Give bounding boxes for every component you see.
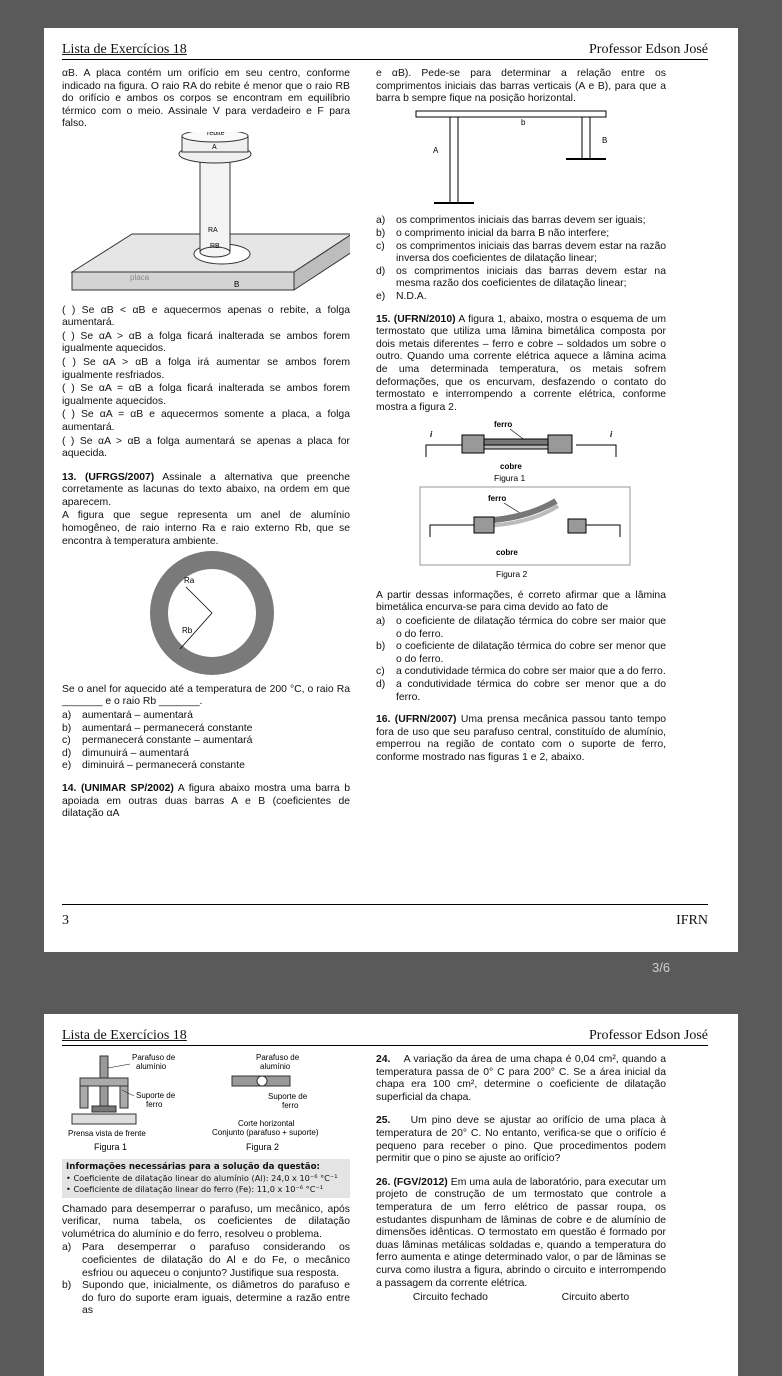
q15: [376, 314, 666, 415]
press-base: [72, 1114, 136, 1124]
fig2-frame: [420, 487, 630, 565]
press-suporte-label: Suporte de: [136, 1091, 176, 1100]
press-ferro-label: ferro: [146, 1100, 163, 1109]
fig1-contact-left: [462, 435, 484, 453]
q13-option-e: e) diminuirá – permanecerá constante: [62, 760, 245, 772]
q16-part-b: b) Supondo que, inicialmente, os diâmetros do parafuso e do furo do suporte eram iguais, determine a razão entre as: [62, 1280, 350, 1317]
q14-option-b: b) o comprimento inicial da barra B não interfere;: [376, 227, 610, 239]
fig1-caption: Figura 1: [494, 473, 526, 484]
statement-4: ( ) Se αA = αB a folga ficará inalterada se ambos forem igualmente aquecidos.: [62, 383, 350, 407]
left-column-2: [62, 1054, 350, 1318]
cut-screw: [257, 1076, 267, 1086]
press-top-support: [80, 1078, 128, 1086]
q13-option-c: c) permanecerá constante – aumentará: [62, 735, 253, 747]
q26-text: Em uma aula de laboratório, para executar um projeto de construção de um termostato que controle a temperatura de um ferro elétrico de passar roupa, os estudantes dispunham de lâminas de cobre e de alumínio de dimensões idênticas. O termostato em questão é formado por duas lâminas metálicas soldadas e, quando a temperatura do ferro aumenta e atinge determinado valor, o par de lâminas se curva como ilustra a figura, abrindo o circuito e interrompendo a passagem da corrente elétrica.: [376, 1176, 666, 1289]
cut-conjunto-label: Conjunto (parafuso + suporte): [212, 1128, 319, 1137]
q13-text2: A figura que segue representa um anel de alumínio homogêneo, de raio interno Ra e raio externo Rb, que se encontra à temperatura ambiente.: [62, 510, 350, 547]
q16-cont: Chamado para desemperrar o parafuso, um mecânico, após verificar, numa tabela, os coeficientes de dilatação volumétrica do alumínio e do ferro, resolveu o problema.: [62, 1203, 350, 1240]
rivet-intro: αB. A placa contém um orifício em seu centro, conforme indicado na figura. O raio RA do rebite é menor que o raio RB do orifício e ambos os corpos se encontram em equilíbrio térmico com o meio. Assinale V para verdadeiro e F para falso.: [62, 68, 350, 130]
circuit-closed-label: Circuito fechado: [412, 1292, 488, 1304]
q15-option-b: b) o coeficiente de dilatação térmica do cobre ser menor que o do ferro.: [376, 641, 666, 665]
statement-5: ( ) Se αA = αB e aquecermos somente a placa, a folga aumentará.: [62, 409, 350, 433]
circuit-labels: [376, 1292, 666, 1305]
press-aluminio-label: alumínio: [136, 1062, 167, 1071]
page-indicator: 3/6: [652, 960, 671, 975]
q13-option-b: b) aumentará – permanecerá constante: [62, 722, 253, 734]
thermostat-figures: [376, 415, 666, 585]
q14-intro-cont: e αB). Pede-se para determinar a relação entre os comprimentos iniciais das barras verticais (A e B), para que a barra b sempre fique na posição horizontal.: [376, 68, 666, 105]
rivet-plate-figure: [62, 132, 350, 300]
info-item-2: • Coeficiente de dilatação linear do ferro (Fe): 11,0 x 10⁻⁶ °C⁻¹: [66, 1183, 324, 1194]
ra-label: RA: [208, 226, 218, 234]
statement-6: ( ) Se αA > αB a folga aumentará se apenas a placa for aquecida.: [62, 435, 350, 460]
q14-text: A figura abaixo mostra uma barra b apoiada em outras duas barras A e B (coeficientes de dilatação αA: [62, 783, 350, 820]
cut-suporte-label: Suporte de: [268, 1092, 308, 1101]
circuit-open-label: Circuito aberto: [561, 1292, 630, 1304]
footer-page-number: 3: [62, 913, 69, 928]
page-3: [44, 28, 738, 952]
press-parafuso-label: Parafuso de: [132, 1054, 176, 1062]
statement-1: ( ) Se αB < αB e aquecermos apenas o rebite, a folga aumentará.: [62, 304, 350, 329]
q24-title: 24.: [376, 1054, 391, 1065]
right-column-2: [376, 1054, 666, 1305]
page-4: [44, 1014, 738, 1376]
q14-title: 14. (UNIMAR SP/2002): [62, 783, 174, 794]
q15-option-a: a) o coeficiente de dilatação térmica do cobre ser maior que o do ferro.: [376, 616, 666, 640]
bars-figure: [376, 107, 666, 211]
q13-option-d: d) dimunuirá – aumentará: [62, 747, 189, 759]
q15-option-c: c) a condutividade térmica do cobre ser maior que a do ferro.: [376, 666, 666, 678]
q15-option-d: d) a condutividade térmica do cobre ser menor que a do ferro.: [376, 679, 666, 703]
q13-option-a: a) aumentará – aumentará: [62, 710, 193, 722]
fig2-cobre-label: cobre: [496, 548, 518, 558]
placa-label: placa: [130, 272, 150, 282]
rebite-label: rebite: [207, 131, 225, 137]
fig1-current-right: i: [610, 430, 613, 440]
header-title: Lista de Exercícios 18: [62, 42, 187, 57]
cut-parafuso-label: Parafuso de: [256, 1054, 300, 1062]
q16-part-a: a) Para desemperrar o parafuso considerando os coeficientes de dilatação do Al e do Fe, o mecânico esfriou ou aqueceu o conjunto? Justifique sua resposta.: [62, 1242, 350, 1279]
fig1-ferro-label: ferro: [494, 420, 513, 430]
press-figures: [62, 1054, 350, 1154]
fig1-current-left: i: [430, 430, 433, 440]
footer-institution: IFRN: [676, 913, 708, 928]
statement-3: ( ) Se αA > αB a folga irá aumentar se ambos forem igualmente resfriados.: [62, 356, 350, 381]
q16-title: 16. (UFRN/2007): [376, 714, 457, 726]
rb-label: RB: [210, 242, 220, 250]
q14: [62, 783, 350, 821]
q14-option-c: c) os comprimentos iniciais das barras devem estar na razão inversa dos coeficientes de dilatação linear;: [376, 240, 666, 265]
q13-text: Assinale a alternativa que preenche corretamente as lacunas do texto abaixo, na ordem em que aparecem.: [62, 471, 350, 508]
press-fig1-caption: Figura 1: [94, 1142, 128, 1152]
info-title: Informações necessárias para a solução da questão:: [66, 1161, 320, 1172]
fig1-cobre-label: cobre: [500, 462, 522, 472]
fig2-contact-right: [568, 519, 586, 533]
bar-a: [450, 117, 458, 203]
ring-rb-label: Rb: [182, 626, 193, 636]
q13: [62, 472, 350, 510]
cut-corte-label: Corte horizontal: [238, 1119, 295, 1128]
q25: [376, 1115, 666, 1165]
q15-title: 15. (UFRN/2010): [376, 313, 456, 325]
q15-text2: A partir dessas informações, é correto afirmar que a lâmina bimetálica encurva-se para cima devido ao fato de: [376, 589, 666, 614]
q14-option-e: e) N.D.A.: [376, 290, 427, 302]
bar-bb: [582, 117, 590, 159]
cut-ferro-label: ferro: [282, 1101, 299, 1110]
q26: [376, 1177, 666, 1290]
q24-text: A variação da área de uma chapa é 0,04 cm², quando a temperatura passa de 0° C para 200° C. Se a área inicial da chapa era 100 cm², determine o coeficiente de dilatação superficial da chapa.: [376, 1054, 666, 1103]
plate-b-label: B: [234, 279, 240, 289]
bar-bb-label: B: [602, 135, 608, 145]
bar-b: [416, 111, 606, 117]
q16-text: Uma prensa mecânica passou tanto tempo fora de uso que seu parafuso central, constituído de alumínio, emperrou na região de contato com o suporte de ferro, conforme mostrado nas figuras 1 e 2, abaixo.: [376, 714, 667, 763]
q13-text3: Se o anel for aquecido até a temperatura de 200 °C, o raio Ra _______ e o raio Rb _______.: [62, 683, 350, 708]
right-column: [376, 68, 666, 766]
fig2-caption: Figura 2: [496, 569, 528, 580]
q16: [376, 714, 666, 764]
q24: [376, 1054, 666, 1104]
statement-2: ( ) Se αA > αB a folga ficará inalterada se ambos forem igualmente aquecidos.: [62, 330, 350, 355]
fig1-wire-right: [576, 445, 616, 457]
header-author-2: Professor Edson José: [589, 1028, 708, 1043]
q25-title: 25.: [376, 1115, 391, 1127]
plate-front: [72, 272, 294, 290]
header-title-2: Lista de Exercícios 18: [62, 1028, 187, 1043]
bar-b-label: b: [521, 117, 526, 127]
page-header: [62, 42, 708, 60]
page-footer: [62, 904, 708, 929]
q14-option-d: d) os comprimentos iniciais das barras devem estar na mesma razão dos coeficientes de dilatação linear;: [376, 265, 666, 290]
header-author: Professor Edson José: [589, 42, 708, 57]
ring-figure: [62, 549, 350, 679]
fig2-contact-left: [474, 517, 494, 533]
page-header-2: [62, 1028, 708, 1046]
q26-title: 26. (FGV/2012): [376, 1176, 448, 1188]
q14-option-a: a) os comprimentos iniciais das barras devem ser iguais;: [376, 215, 646, 227]
left-column: [62, 68, 350, 822]
fig2-ferro-label: ferro: [488, 494, 507, 504]
info-box: [62, 1159, 350, 1198]
rivet-body: [200, 152, 230, 252]
cut-fig2-caption: Figura 2: [246, 1142, 280, 1152]
cut-aluminio-label: alumínio: [260, 1062, 291, 1071]
ring-ra-label: Ra: [184, 576, 195, 586]
bar-a-label: A: [433, 145, 439, 155]
fig1-contact-right: [548, 435, 572, 453]
press-front-caption: Prensa vista de frente: [68, 1129, 146, 1138]
info-item-1: • Coeficiente de dilatação linear do alumínio (Al): 24,0 x 10⁻⁶ °C⁻¹: [66, 1172, 338, 1183]
q15-text: A figura 1, abaixo, mostra o esquema de um termostato que utiliza uma lâmina bimetálica composta por dois metais diferentes – ferro e cobre – soldados um sobre o outro. Quando uma corrente elétrica aquece a lâmina acima de uma determinada temperatura, os metais sofrem deformações, que os encurvam, desfazendo o contato do termostato e interrompendo a corrente elétrica, conforme mostra a figura 2.: [376, 313, 666, 413]
fig1-wire-left: [426, 445, 466, 457]
q25-text: Um pino deve se ajustar ao orifício de uma placa à temperatura de 20° C. No entanto, verifica-se que o orifício é pequeno para receber o pino. Que procedimentos podem permitir que o pino se ajuste ao orifício?: [376, 1115, 666, 1165]
rivet-a-label: A: [212, 143, 217, 151]
q13-title: 13. (UFRGS/2007): [62, 471, 155, 483]
